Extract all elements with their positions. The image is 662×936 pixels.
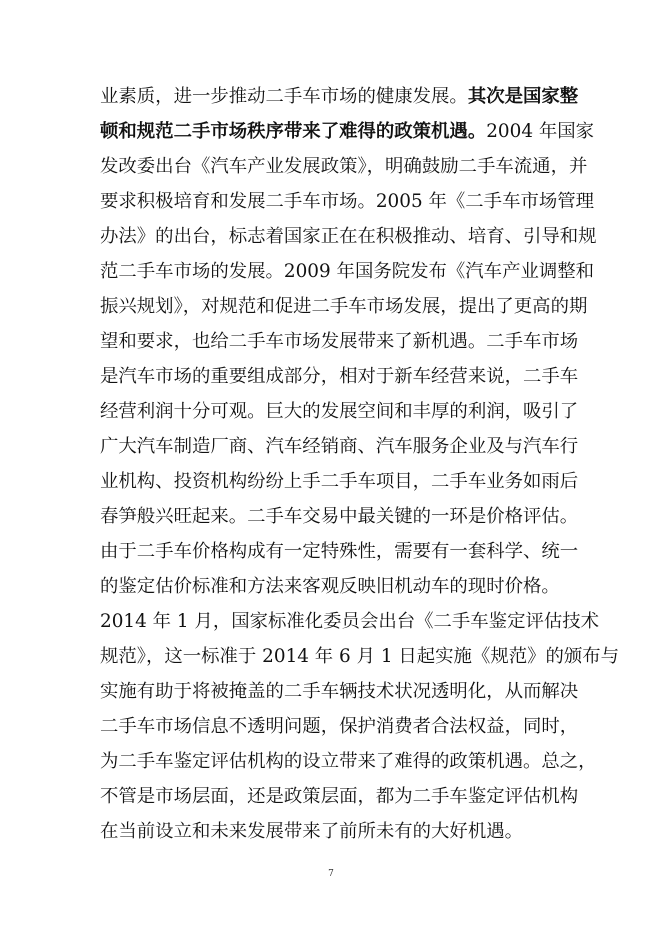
text-run: 是汽车市场的重要组成部分，相对于新车经营来说，二手车 (100, 366, 579, 387)
text-line (100, 747, 597, 782)
text-run: 振兴规划》，对规范和促进二手车市场发展，提出了更高的期 (100, 296, 588, 317)
text-run: 的鉴定估价标准和方法来客观反映旧机动车的现时价格。 (100, 576, 560, 597)
text-run: 2014 年 1 月，国家标准化委员会出台《二手车鉴定评估技术 (100, 611, 600, 632)
text-line (100, 537, 579, 572)
text-run: 规范》，这一标准于 2014 年 6 月 1 日起实施《规范》的颁布与 (100, 646, 620, 667)
text-line (100, 642, 620, 677)
text-line (100, 117, 595, 152)
text-run: 业机构、投资机构纷纷上手二手车项目，二手车业务如雨后 (100, 471, 579, 492)
text-run: 广大汽车制造厂商、汽车经销商、汽车服务企业及与汽车行 (100, 436, 579, 457)
text-run: 要求积极培育和发展二手车市场。2005 年《二手车市场管理 (100, 191, 595, 212)
text-line (100, 327, 579, 362)
text-run: 2004 年国家 (486, 121, 595, 142)
text-line (100, 502, 579, 537)
bold-text-run: 其次是国家整 (467, 86, 579, 107)
text-line (100, 467, 579, 502)
text-run: 二手车市场信息不透明问题，保护消费者合法权益，同时， (100, 716, 579, 737)
text-run: 范二手车市场的发展。2009 年国务院发布《汽车产业调整和 (100, 261, 595, 282)
text-run: 由于二手车价格构成有一定特殊性，需要有一套科学、统一 (100, 541, 579, 562)
text-line (100, 362, 579, 397)
body-paragraph (100, 82, 620, 852)
text-run: 发改委出台《汽车产业发展政策》，明确鼓励二手车流通，并 (100, 156, 588, 177)
page-number: 7 (328, 869, 334, 879)
text-run: 春笋般兴旺起来。二手车交易中最关键的一环是价格评估。 (100, 506, 579, 527)
text-line (100, 152, 588, 187)
text-line (100, 397, 579, 432)
text-line (100, 292, 588, 327)
text-run: 在当前设立和未来发展带来了前所未有的大好机遇。 (100, 821, 523, 842)
text-run: 经营利润十分可观。巨大的发展空间和丰厚的利润，吸引了 (100, 401, 579, 422)
text-run: 办法》的出台，标志着国家正在在积极推动、培育、引导和规 (100, 226, 597, 247)
text-line (100, 782, 579, 817)
text-line (100, 677, 579, 712)
text-line (100, 187, 595, 222)
text-line (100, 82, 579, 117)
text-run: 望和要求，也给二手车市场发展带来了新机遇。二手车市场 (100, 331, 579, 352)
text-run: 不管是市场层面，还是政策层面，都为二手车鉴定评估机构 (100, 786, 579, 807)
text-line (100, 257, 595, 292)
text-run: 业素质，进一步推动二手车市场的健康发展。 (100, 86, 468, 107)
text-line (100, 222, 597, 257)
text-run: 实施有助于将被掩盖的二手车辆技术状况透明化，从而解决 (100, 681, 579, 702)
text-line (100, 712, 579, 747)
text-run: 为二手车鉴定评估机构的设立带来了难得的政策机遇。总之， (100, 751, 597, 772)
text-line (100, 572, 560, 607)
text-line (100, 432, 579, 467)
text-line (100, 817, 560, 852)
bold-text-run: 顿和规范二手市场秩序带来了难得的政策机遇。 (100, 121, 487, 142)
text-line (100, 607, 600, 642)
